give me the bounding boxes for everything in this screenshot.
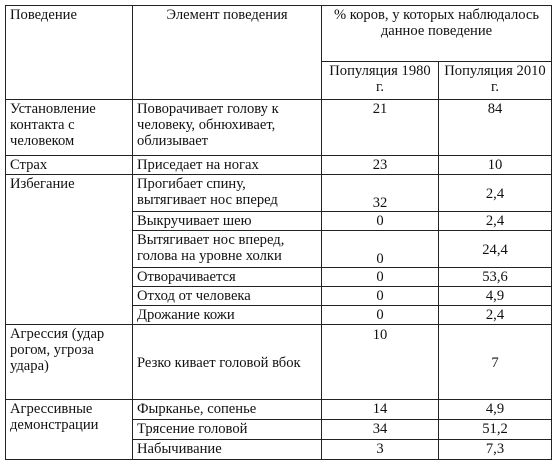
- element-cell: Трясение головой: [133, 420, 322, 440]
- element-cell: Дрожание кожи: [133, 306, 322, 325]
- header-pop-2010: Популяция 2010 г.: [439, 62, 552, 100]
- value-2010-cell: 4,9: [439, 400, 552, 420]
- value-1980-cell: 34: [322, 420, 439, 440]
- header-percent: % коров, у которых наблюдалось данное поведение: [322, 6, 552, 62]
- header-row: [6, 6, 552, 62]
- value-2010-cell: 51,2: [439, 420, 552, 440]
- element-cell: Отход от человека: [133, 287, 322, 306]
- value-2010-cell: 7: [439, 325, 552, 400]
- value-2010-cell: 24,4: [439, 231, 552, 268]
- value-1980-cell: 23: [322, 156, 439, 175]
- value-1980-cell: 0: [322, 268, 439, 287]
- table-row: [6, 100, 552, 156]
- element-cell: Поворачивает голову к человеку, обнюхивает, облизывает: [133, 100, 322, 156]
- value-2010-cell: 2,4: [439, 306, 552, 325]
- behavior-cell: Установление контакта с человеком: [6, 100, 133, 156]
- value-1980-cell: 0: [322, 306, 439, 325]
- value-1980-cell: 14: [322, 400, 439, 420]
- header-behavior: Поведение: [6, 6, 133, 100]
- value-2010-cell: 53,6: [439, 268, 552, 287]
- element-cell: Выкручивает шею: [133, 212, 322, 231]
- behavior-cell: Избегание: [6, 175, 133, 325]
- element-cell: Вытягивает нос вперед, голова на уровне холки: [133, 231, 322, 268]
- value-2010-cell: 84: [439, 100, 552, 156]
- value-2010-cell: 4,9: [439, 287, 552, 306]
- element-cell: Фырканье, сопенье: [133, 400, 322, 420]
- header-pop-1980: Популяция 1980 г.: [322, 62, 439, 100]
- table-row: [6, 400, 552, 420]
- header-element: Элемент поведения: [133, 6, 322, 100]
- behavior-table: [5, 5, 552, 460]
- value-1980-cell: 3: [322, 440, 439, 460]
- value-2010-cell: 2,4: [439, 212, 552, 231]
- behavior-cell: Агрессивные демонстрации: [6, 400, 133, 460]
- value-2010-cell: 10: [439, 156, 552, 175]
- table-row: [6, 325, 552, 400]
- value-1980-cell: 21: [322, 100, 439, 156]
- value-1980-cell: 10: [322, 325, 439, 400]
- element-cell: Отворачивается: [133, 268, 322, 287]
- value-1980-cell: 0: [322, 287, 439, 306]
- value-1980-cell: 32: [322, 175, 439, 212]
- table-row: [6, 175, 552, 212]
- value-2010-cell: 2,4: [439, 175, 552, 212]
- value-1980-cell: 0: [322, 231, 439, 268]
- element-cell: Резко кивает головой вбок: [133, 325, 322, 400]
- table-row: [6, 156, 552, 175]
- element-cell: Набычивание: [133, 440, 322, 460]
- element-cell: Прогибает спину, вытягивает нос вперед: [133, 175, 322, 212]
- behavior-cell: Агрессия (удар рогом, угроза удара): [6, 325, 133, 400]
- element-cell: Приседает на ногах: [133, 156, 322, 175]
- value-2010-cell: 7,3: [439, 440, 552, 460]
- behavior-cell: Страх: [6, 156, 133, 175]
- value-1980-cell: 0: [322, 212, 439, 231]
